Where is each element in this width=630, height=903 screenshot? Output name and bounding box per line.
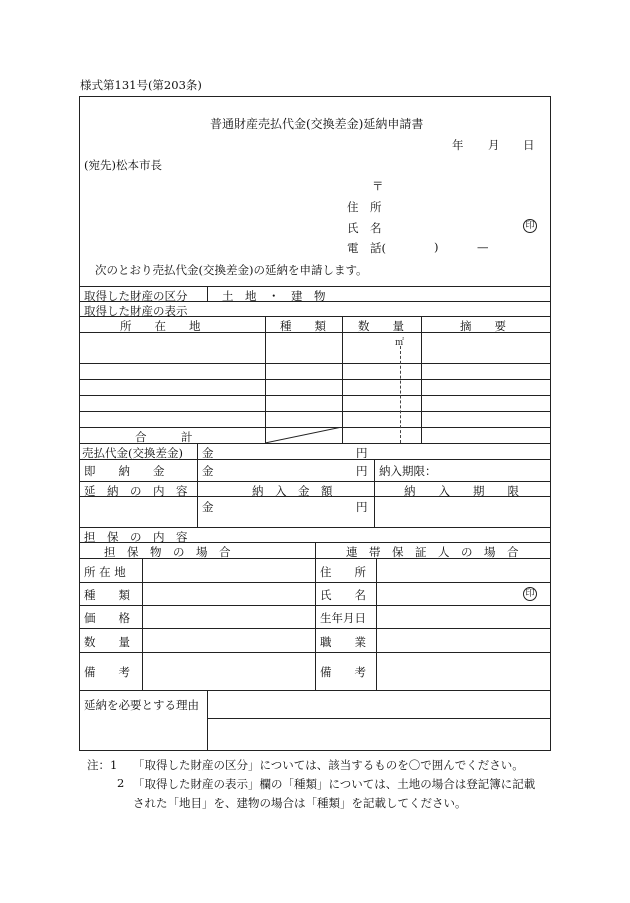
guarantor-name-label: 氏 名 [320,588,366,602]
sale-price-unit: 円 [356,446,368,460]
immediate-payment-label: 即 納 金 [84,464,165,478]
guarantor-header: 連 帯 保 証 人 の 場 合 [346,545,519,559]
note-1: 「取得した財産の区分」については、該当するものを〇で囲んでください。 [133,758,524,772]
payment-deadline-label: 納入期限： [379,464,437,478]
addressee: (宛先)松本市長 [84,158,162,172]
header-remarks: 摘 要 [460,319,506,333]
intro-text: 次のとおり売払代金(交換差金)の延納を申請します。 [95,263,368,277]
date-year-label[interactable]: 年 [452,138,464,152]
collateral-location-label: 所 在 地 [84,565,126,579]
form-number: 様式第131号(第203条) [80,78,202,92]
total-label: 合 計 [135,430,193,444]
date-day-label[interactable]: 日 [523,138,535,152]
applicant-name-label: 氏 名 [347,221,382,235]
note-2-number: 2 [117,776,125,790]
note-2-line-1: 「取得した財産の表示」欄の「種類」については、土地の場合は登記簿に記載 [133,777,536,791]
applicant-phone-dash: — [477,240,489,254]
guarantor-birthdate-label: 生年月日 [320,611,366,625]
note-1-prefix: 注：1 [87,758,118,772]
deferred-label: 延 納 の 内 容 [84,484,188,498]
collateral-price-label: 価 格 [84,611,130,625]
immediate-payment-prefix: 金 [202,464,214,478]
collateral-label: 担 保 の 内 容 [84,530,188,544]
area-unit: ㎡ [395,338,405,348]
deferred-period-header: 納 入 期 限 [404,484,519,498]
header-type: 種 類 [280,319,326,333]
guarantor-seal-icon: 印 [523,587,537,601]
applicant-address-label: 住 所 [347,200,382,214]
guarantor-occupation-label: 職 業 [320,635,366,649]
total-diagonal-mark [265,427,342,443]
applicant-phone-close: ) [434,240,439,254]
collateral-quantity-label: 数 量 [84,635,130,649]
seal-icon: 印 [523,219,537,233]
deferred-amount-prefix: 金 [202,500,214,514]
date-month-label[interactable]: 月 [488,138,500,152]
applicant-phone-label: 電 話( [347,241,386,255]
collateral-property-header: 担 保 物 の 場 合 [104,545,231,559]
immediate-payment-unit: 円 [356,464,368,478]
form-title: 普通財産売払代金(交換差金)延納申請書 [210,117,424,131]
reason-label: 延納を必要とする理由 [84,698,199,712]
collateral-type-label: 種 類 [84,588,130,602]
deferred-amount-header: 納 入 金 額 [252,484,333,498]
deferred-amount-unit: 円 [356,500,368,514]
guarantor-remarks-label: 備 考 [320,665,366,679]
sale-price-prefix: 金 [202,446,214,460]
header-quantity: 数 量 [358,319,404,333]
collateral-remarks-label: 備 考 [84,665,130,679]
header-location: 所 在 地 [120,319,201,333]
postal-mark: 〒 [372,179,384,193]
sale-price-label: 売払代金(交換差金) [82,446,183,460]
property-category-options[interactable]: 土 地 ・ 建 物 [222,289,326,303]
property-display-label: 取得した財産の表示 [84,304,188,318]
property-category-label: 取得した財産の区分 [84,289,188,303]
guarantor-address-label: 住 所 [320,565,366,579]
note-2-line-2: された「地目」を、建物の場合は「種類」を記載してください。 [133,796,467,810]
